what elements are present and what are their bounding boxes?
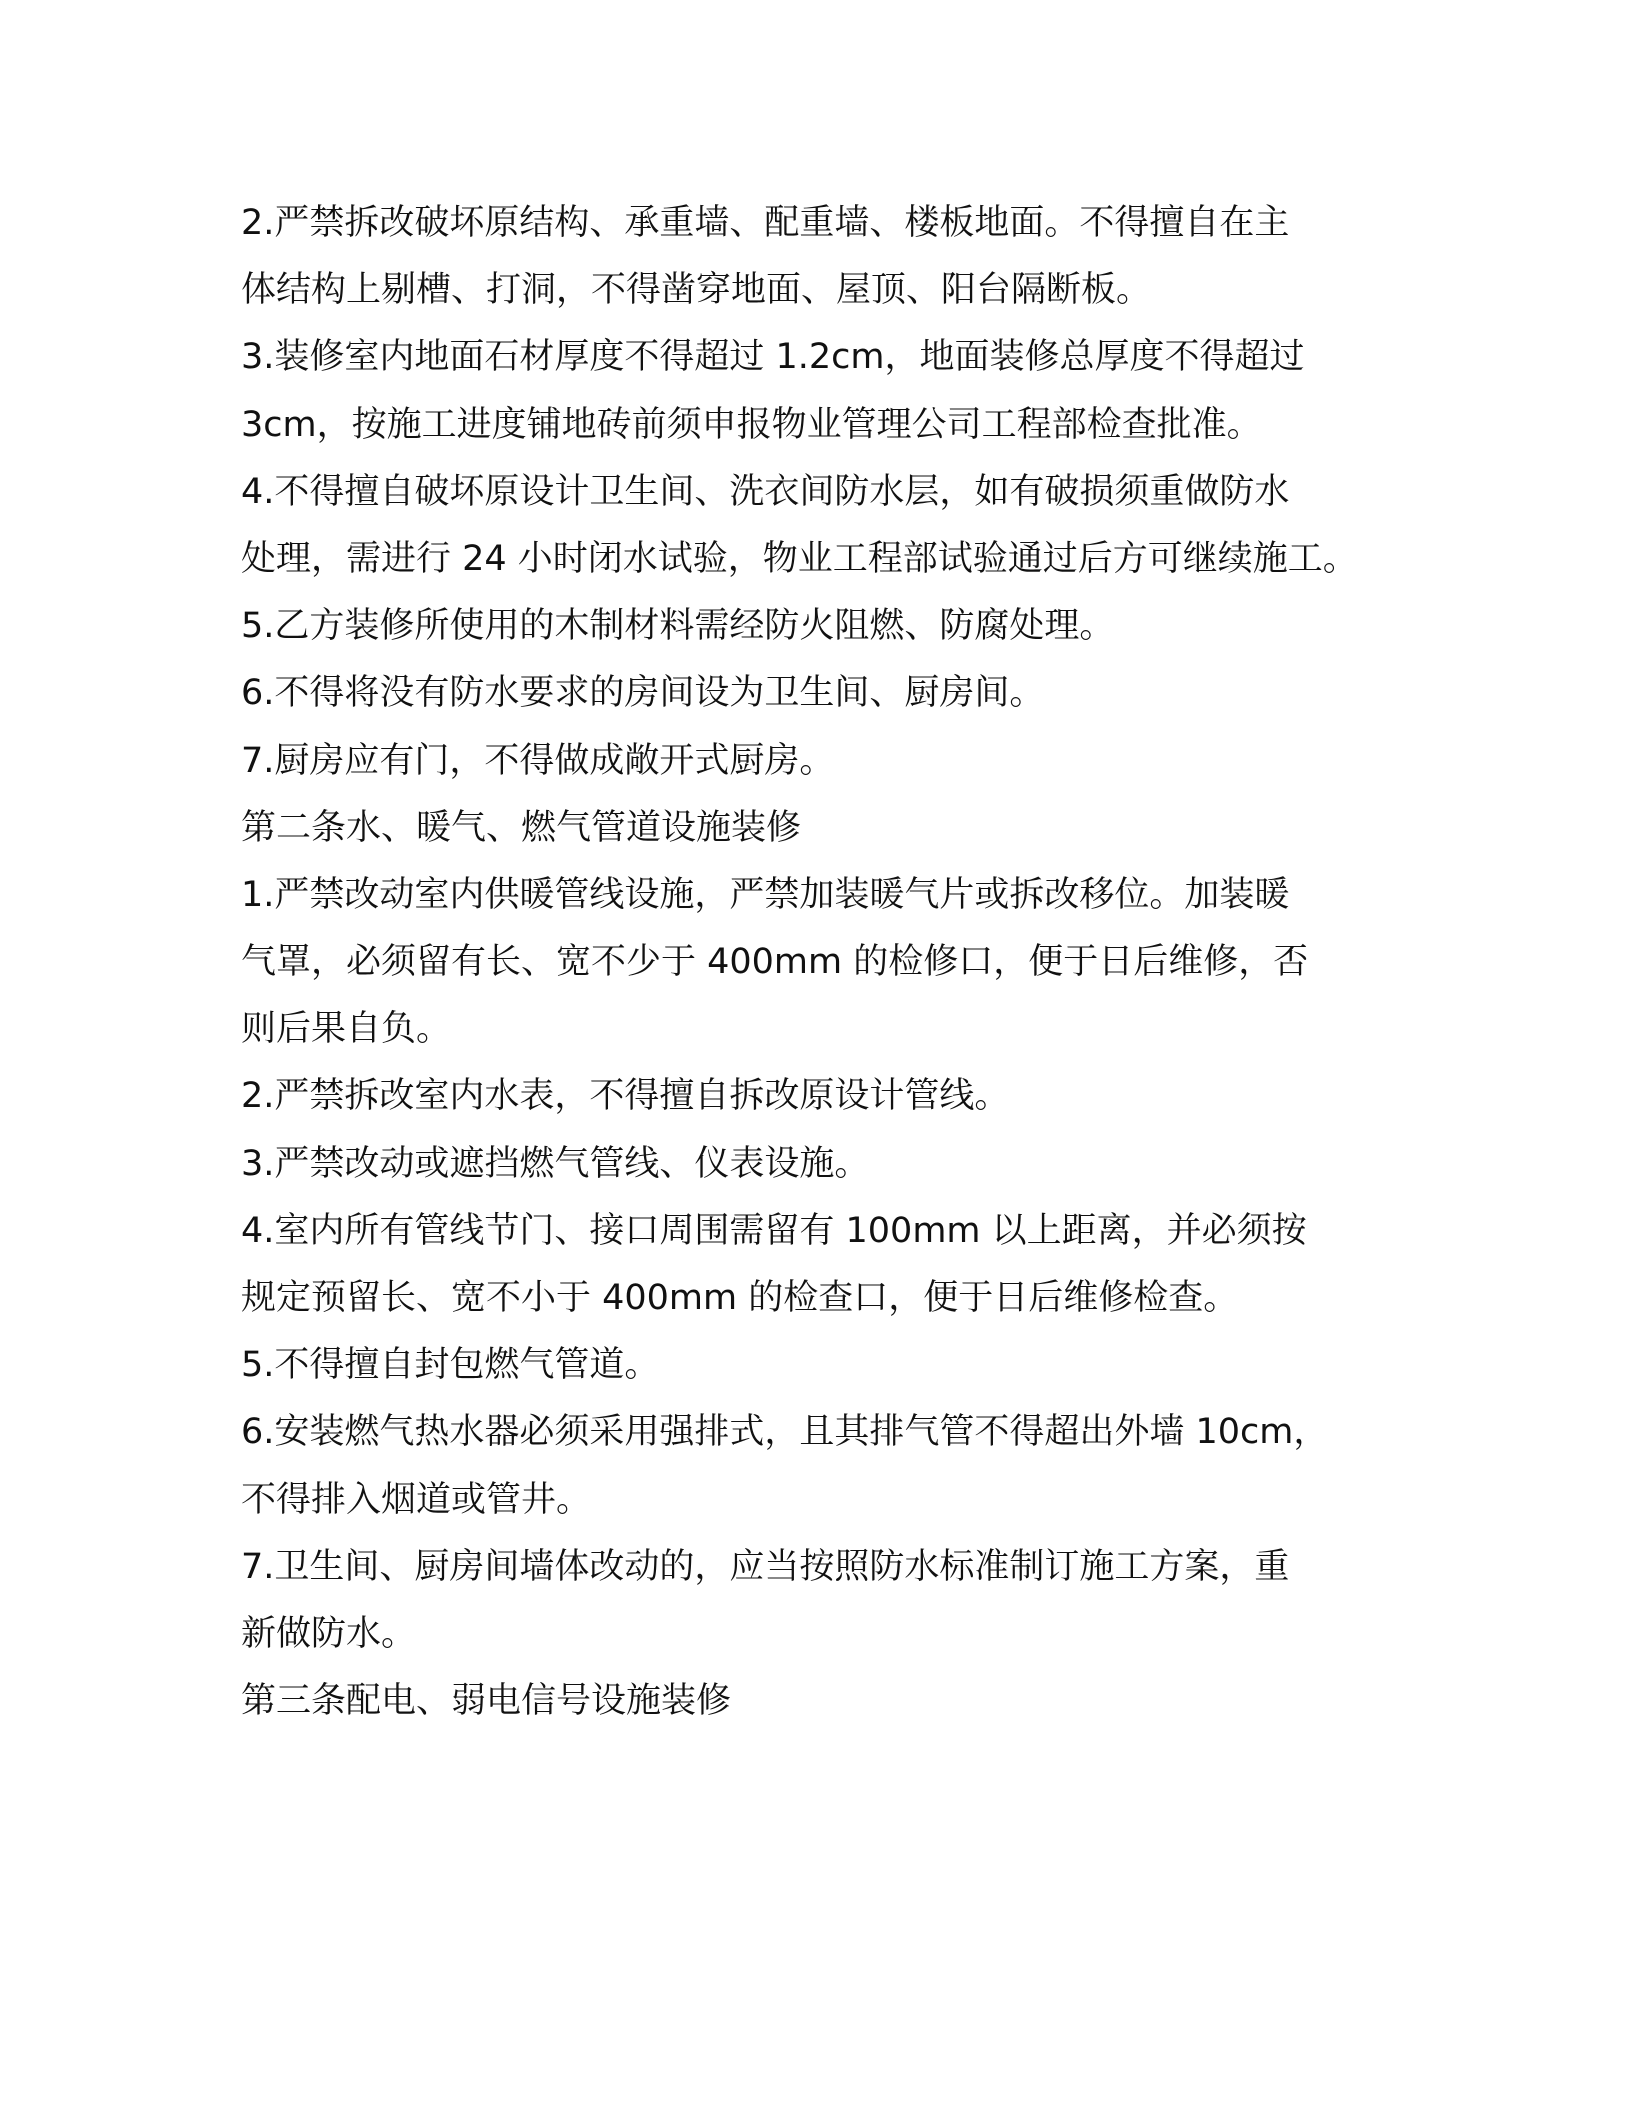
text-line: 4.室内所有管线节门、接口周围需留有 100mm 以上距离，并必须按	[241, 1210, 1307, 1251]
text-line: 5.不得擅自封包燃气管道。	[241, 1345, 660, 1386]
text-line: 新做防水。	[241, 1613, 417, 1654]
section-heading: 第三条配电、弱电信号设施装修	[241, 1681, 732, 1722]
text-line: 2.严禁拆改破坏原结构、承重墙、配重墙、楼板地面。不得擅自在主	[241, 203, 1290, 243]
section-heading: 第二条水、暖气、燃气管道设施装修	[241, 807, 802, 848]
text-line: 5.乙方装修所使用的木制材料需经防火阻燃、防腐处理。	[241, 606, 1115, 647]
text-line: 6.安装燃气热水器必须采用强排式，且其排气管不得超出外墙 10cm，	[241, 1412, 1329, 1453]
text-line: 气罩，必须留有长、宽不少于 400mm 的检修口，便于日后维修，否	[241, 942, 1309, 983]
text-line: 7.厨房应有门，不得做成敞开式厨房。	[241, 740, 835, 781]
text-line: 则后果自负。	[241, 1009, 452, 1050]
text-line: 2.严禁拆改室内水表，不得擅自拆改原设计管线。	[241, 1076, 1010, 1117]
text-line: 3cm，按施工进度铺地砖前须申报物业管理公司工程部检查批准。	[241, 404, 1262, 445]
text-line: 体结构上剔槽、打洞，不得凿穿地面、屋顶、阳台隔断板。	[241, 270, 1152, 311]
text-line: 7.卫生间、厨房间墙体改动的，应当按照防水标准制订施工方案，重	[241, 1546, 1290, 1587]
text-line: 处理，需进行 24 小时闭水试验，物业工程部试验通过后方可继续施工。	[241, 538, 1358, 579]
text-line: 3.严禁改动或遮挡燃气管线、仪表设施。	[241, 1143, 870, 1184]
text-line: 规定预留长、宽不小于 400mm 的检查口，便于日后维修检查。	[241, 1278, 1239, 1318]
text-line: 4.不得擅自破坏原设计卫生间、洗衣间防水层，如有破损须重做防水	[241, 471, 1290, 512]
text-line: 不得排入烟道或管井。	[241, 1479, 592, 1520]
text-line: 3.装修室内地面石材厚度不得超过 1.2cm，地面装修总厚度不得超过	[241, 337, 1305, 378]
text-line: 1.严禁改动室内供暖管线设施，严禁加装暖气片或拆改移位。加装暖	[241, 874, 1290, 915]
document-body	[241, 190, 1421, 1735]
text-line: 6.不得将没有防水要求的房间设为卫生间、厨房间。	[241, 673, 1045, 714]
